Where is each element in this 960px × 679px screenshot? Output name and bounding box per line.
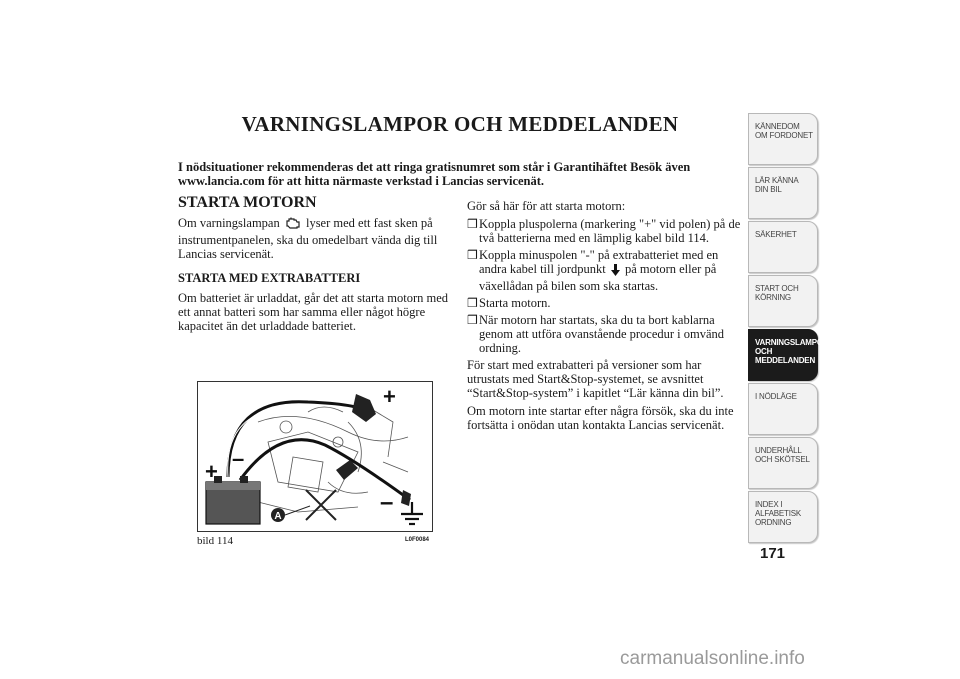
step-text-after: på motorn eller på växellådan på bilen som ska startas. — [479, 262, 717, 293]
step-item — [467, 296, 741, 310]
figure-label-a: A — [274, 511, 282, 522]
step-text-before: Koppla minuspolen "-" på extrabatteriet med en andra kabel till jordpunkt — [479, 248, 719, 276]
jump-start-illustration — [198, 382, 432, 531]
bullet-marker: ❒ — [467, 217, 478, 231]
step-item — [467, 248, 741, 293]
ground-arrow-icon — [611, 264, 620, 279]
figure-minus-sign-ground: – — [380, 489, 394, 516]
chapter-tab-vehicle-knowledge[interactable]: KÄNNEDOM OM FORDONET — [748, 113, 818, 165]
start-stop-paragraph: För start med extrabatteri på versioner som har utrustats med Start&Stop-systemet, se avsnittet “Start&Stop-system” i kapitlet “Lär känna din bil”. — [467, 358, 724, 400]
step-item — [467, 313, 741, 355]
left-column — [178, 196, 460, 337]
chapter-tab-index[interactable]: INDEX I ALFABETISK ORDNING — [748, 491, 818, 543]
step-text: Koppla pluspolerna (markering "+" vid polen) på de två batterierna med en lämplig kabel bild 114. — [479, 217, 741, 245]
page-number: 171 — [760, 545, 786, 562]
bullet-marker: ❒ — [467, 248, 478, 262]
figure-plus-sign-top: + — [383, 384, 396, 409]
right-column — [467, 199, 741, 436]
warning-paragraph — [178, 216, 460, 261]
intro-text: I nödsituationer rekommenderas det att ringa gratisnumret som står i Garantihäftet Besök även www.lancia.com för att hitta närmaste verkstad i Lancias servicenät. — [178, 160, 691, 188]
chapter-tab-get-to-know[interactable]: LÄR KÄNNA DIN BIL — [748, 167, 818, 219]
figure-minus-sign: – — [232, 446, 245, 471]
warning-text-before: Om varningslampan — [178, 216, 280, 230]
figure-plus-sign: + — [205, 459, 218, 484]
watermark: carmanualsonline.info — [620, 648, 805, 669]
section-heading-jump-start: STARTA MED EXTRABATTERI — [178, 271, 361, 285]
chapter-tab-starting-driving[interactable]: START OCH KÖRNING — [748, 275, 818, 327]
step-item — [467, 217, 741, 245]
chapter-tab-emergency[interactable]: I NÖDLÄGE — [748, 383, 818, 435]
warning-text-after: lyser med ett fast sken på instrumentpanelen, ska du omedelbart vända dig till Lancias servicenät. — [178, 216, 438, 261]
engine-warning-icon — [285, 217, 301, 233]
jump-start-paragraph: Om batteriet är urladdat, går det att starta motorn med ett annat batteri som har samma eller något högre kapacitet än det urladdade batteriet. — [178, 291, 449, 333]
bullet-marker: ❒ — [467, 296, 478, 310]
jump-start-figure — [197, 381, 433, 532]
contact-paragraph: Om motorn inte startar efter några försök, ska du inte fortsätta i onödan utan kontakta Lancias servicenät. — [467, 404, 734, 432]
step-text: När motorn har startats, ska du ta bort kablarna genom att utföra ovanstående procedur i omvänd ordning. — [479, 313, 725, 355]
steps-lead: Gör så här för att starta motorn: — [467, 199, 626, 213]
figure-code: L0F0084 — [405, 537, 430, 543]
chapter-tab-warning-lights[interactable]: VARNINGSLAMPOR OCH MEDDELANDEN — [748, 329, 818, 381]
step-text — [479, 248, 741, 293]
chapter-tab-maintenance[interactable]: UNDERHÅLL OCH SKÖTSEL — [748, 437, 818, 489]
bullet-marker: ❒ — [467, 313, 478, 327]
chapter-tab-safety[interactable]: SÄKERHET — [748, 221, 818, 273]
figure-caption: bild 114 — [197, 535, 233, 547]
page-title: VARNINGSLAMPOR OCH MEDDELANDEN — [241, 112, 679, 136]
section-heading-start-engine: STARTA MOTORN — [178, 194, 317, 211]
step-text: Starta motorn. — [479, 296, 551, 310]
